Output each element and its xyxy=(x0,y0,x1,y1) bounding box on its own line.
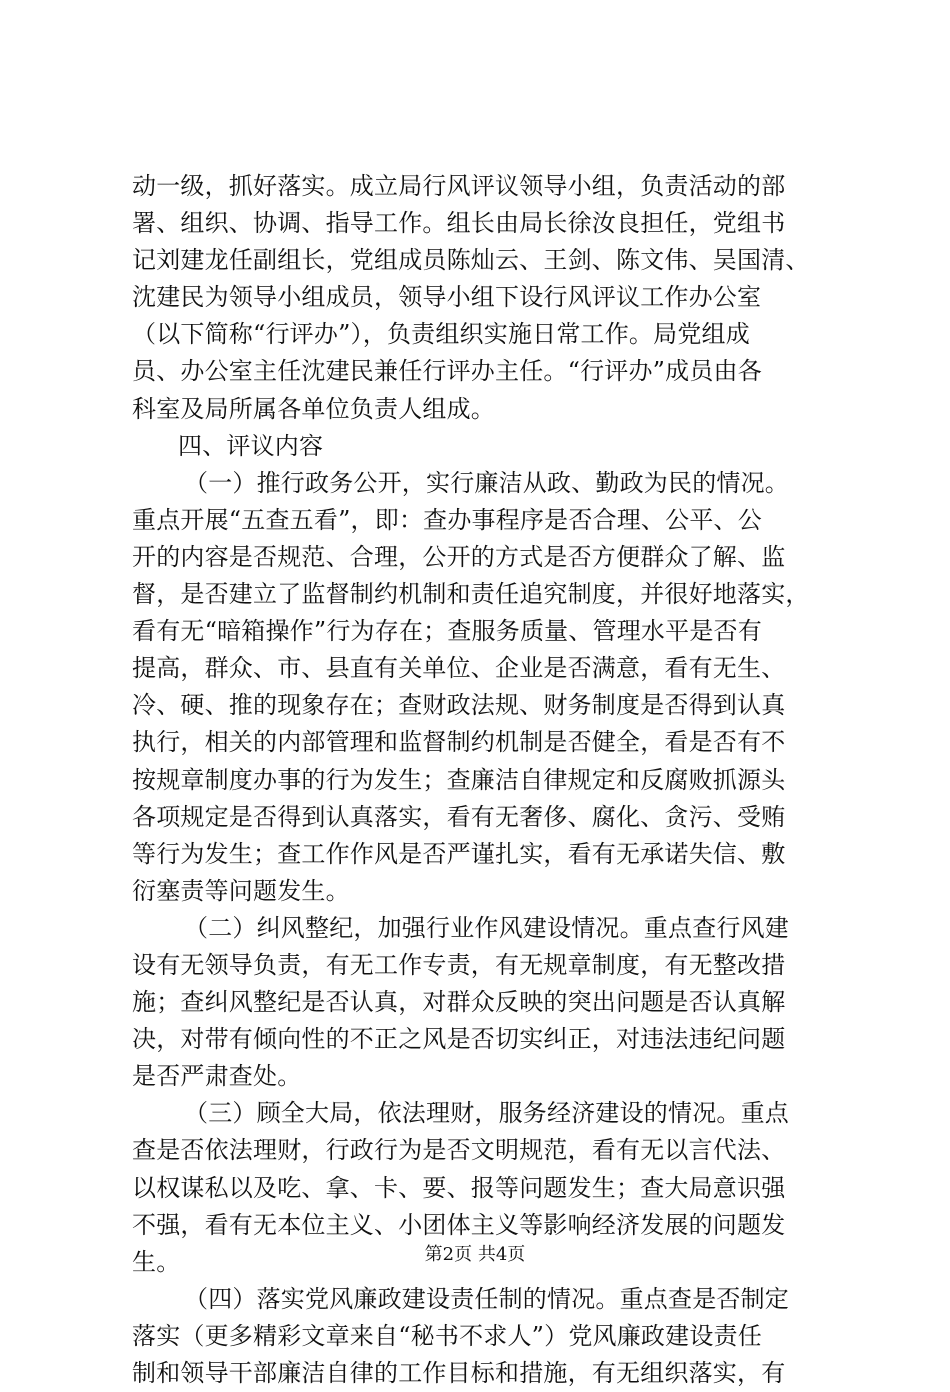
text-line: 开的内容是否规范、合理，公开的方式是否方便群众了解、监 xyxy=(132,542,786,571)
paragraph-start: （二）纠风整纪，加强行业作风建设情况。重点查行风建 xyxy=(184,913,789,942)
text-line: 看有无“暗箱操作”行为存在；查服务质量、管理水平是否有 xyxy=(132,617,762,646)
text-line: 施；查纠风整纪是否认真，对群众反映的突出问题是否认真解 xyxy=(132,988,786,1017)
text-line: 以权谋私以及吃、拿、卡、要、报等问题发生；查大局意识强 xyxy=(132,1173,786,1202)
text-line: 决，对带有倾向性的不正之风是否切实纠正，对违法违纪问题 xyxy=(132,1025,786,1054)
text-line: 提高，群众、市、县直有关单位、企业是否满意，看有无生、 xyxy=(132,654,786,683)
text-line: 各项规定是否得到认真落实，看有无奢侈、腐化、贪污、受贿 xyxy=(132,802,786,831)
paragraph-start: （三）顾全大局，依法理财，服务经济建设的情况。重点 xyxy=(184,1099,789,1128)
document-body xyxy=(132,168,832,1392)
text-line: 等行为发生；查工作作风是否严谨扎实，看有无承诺失信、敷 xyxy=(132,839,786,868)
paragraph-start: （一）推行政务公开，实行廉洁从政、勤政为民的情况。 xyxy=(184,468,789,497)
text-line: 设有无领导负责，有无工作专责，有无规章制度，有无整改措 xyxy=(132,950,786,979)
text-line: 制和领导干部廉洁自律的工作目标和措施，有无组织落实，有 xyxy=(132,1359,786,1387)
text-line: 动一级，抓好落实。成立局行风评议领导小组，负责活动的部 xyxy=(132,172,786,200)
text-line: 记刘建龙任副组长，党组成员陈灿云、王剑、陈文伟、吴国清、 xyxy=(132,246,810,275)
text-line: （以下简称“行评办”），负责组织实施日常工作。局党组成 xyxy=(132,320,750,349)
text-line: 落实（更多精彩文章来自“秘书不求人”）党风廉政建设责任 xyxy=(132,1321,762,1350)
text-line: 衍塞责等问题发生。 xyxy=(132,876,350,905)
text-line: 生。 xyxy=(132,1247,181,1276)
text-line: 沈建民为领导小组成员，领导小组下设行风评议工作办公室 xyxy=(132,283,762,312)
text-line: 督，是否建立了监督制约机制和责任追究制度，并很好地落实， xyxy=(132,580,810,609)
paragraph-start: （四）落实党风廉政建设责任制的情况。重点查是否制定 xyxy=(184,1284,789,1313)
page-number-footer: 第2页 共4页 xyxy=(424,1244,526,1265)
text-line: 是否严肃查处。 xyxy=(132,1062,302,1091)
text-line: 查是否依法理财，行政行为是否文明规范，看有无以言代法、 xyxy=(132,1136,786,1165)
text-line: 科室及局所属各单位负责人组成。 xyxy=(132,394,495,423)
text-line: 执行，相关的内部管理和监督制约机制是否健全，看是否有不 xyxy=(132,728,786,757)
section-heading: 四、评议内容 xyxy=(178,431,324,460)
text-line: 不强，看有无本位主义、小团体主义等影响经济发展的问题发 xyxy=(132,1210,786,1239)
text-line: 重点开展“五查五看”，即：查办事程序是否合理、公平、公 xyxy=(132,505,762,534)
text-line: 员、办公室主任沈建民兼任行评办主任。“行评办”成员由各 xyxy=(132,357,762,386)
text-line: 按规章制度办事的行为发生；查廉洁自律规定和反腐败抓源头 xyxy=(132,765,786,794)
text-line: 冷、硬、推的现象存在；查财政法规、财务制度是否得到认真 xyxy=(132,691,786,720)
text-line: 署、组织、协调、指导工作。组长由局长徐汝良担任，党组书 xyxy=(132,209,786,238)
